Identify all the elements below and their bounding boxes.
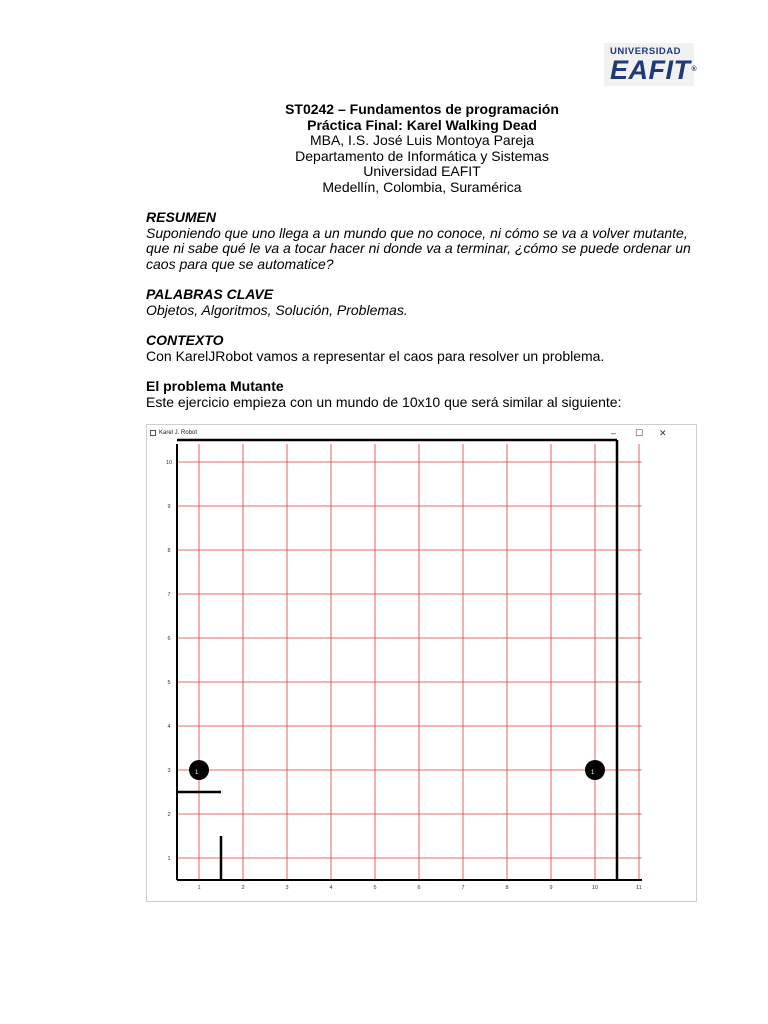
problema-heading: El problema Mutante	[146, 378, 284, 394]
y-tick-label: 6	[167, 636, 171, 642]
problema-section	[146, 379, 706, 410]
y-tick-label: 3	[167, 768, 171, 774]
course-title: ST0242 – Fundamentos de programación	[285, 101, 559, 117]
y-tick-label: 8	[167, 548, 171, 554]
karel-world-grid	[147, 425, 696, 901]
minimize-icon[interactable]: –	[611, 428, 617, 438]
y-tick-label: 7	[167, 592, 171, 598]
y-tick-label: 10	[165, 460, 173, 466]
location-line: Medellín, Colombia, Suramérica	[322, 178, 522, 195]
practice-title: Práctica Final: Karel Walking Dead	[307, 116, 537, 133]
maximize-icon[interactable]: ☐	[635, 428, 644, 438]
x-tick-label: 10	[591, 885, 599, 891]
palabras-heading: PALABRAS CLAVE	[146, 286, 274, 302]
resumen-line-3: caos para que se automatice?	[146, 255, 334, 272]
palabras-text: Objetos, Algoritmos, Solución, Problemas.	[146, 301, 408, 318]
window-title: Karel J. Robot	[159, 430, 198, 436]
resumen-section	[146, 210, 706, 272]
karel-window	[146, 424, 697, 902]
y-tick-label: 2	[167, 812, 171, 818]
y-tick-label: 5	[167, 680, 171, 686]
logo-registered-mark: ®	[691, 66, 698, 73]
university-line: Universidad EAFIT	[363, 163, 481, 179]
beeper-count: 1	[591, 770, 595, 776]
beeper	[585, 760, 605, 780]
x-tick-label: 8	[505, 885, 509, 891]
author-line: MBA, I.S. José Luis Montoya Pareja	[309, 132, 535, 148]
x-tick-label: 11	[636, 885, 642, 891]
logo-top-text: UNIVERSIDAD	[610, 46, 681, 57]
x-tick-label: 1	[197, 885, 201, 891]
resumen-line-2: que ni sabe qué le va a tocar hacer ni donde va a terminar, ¿cómo se puede ordenar un	[146, 240, 691, 256]
x-tick-label: 4	[329, 885, 333, 891]
problema-text: Este ejercicio empieza con un mundo de 10x10 que será similar al siguiente:	[146, 393, 622, 410]
contexto-heading: CONTEXTO	[146, 332, 224, 348]
document-header	[146, 102, 698, 195]
x-tick-label: 3	[285, 885, 289, 891]
y-tick-label: 4	[167, 724, 171, 730]
beeper	[189, 760, 209, 780]
x-tick-label: 2	[241, 885, 245, 891]
y-tick-label: 9	[167, 504, 171, 510]
x-tick-label: 5	[373, 885, 377, 891]
resumen-line-1: Suponiendo que uno llega a un mundo que no conoce, ni cómo se va a volver mutante,	[146, 224, 688, 241]
university-logo	[604, 43, 698, 86]
x-tick-label: 6	[417, 885, 421, 891]
department-line: Departamento de Informática y Sistemas	[295, 147, 549, 164]
close-icon[interactable]: ✕	[659, 428, 667, 438]
x-tick-label: 7	[461, 885, 465, 891]
palabras-section	[146, 287, 706, 318]
logo-main-word: EAFIT	[610, 55, 691, 85]
contexto-text: Con KarelJRobot vamos a representar el caos para resolver un problema.	[146, 347, 605, 364]
x-tick-label: 9	[549, 885, 553, 891]
y-tick-label: 1	[167, 856, 171, 862]
beeper-count: 1	[195, 770, 199, 776]
contexto-section	[146, 333, 706, 364]
logo-main-text	[610, 55, 698, 85]
resumen-heading: RESUMEN	[146, 209, 217, 225]
